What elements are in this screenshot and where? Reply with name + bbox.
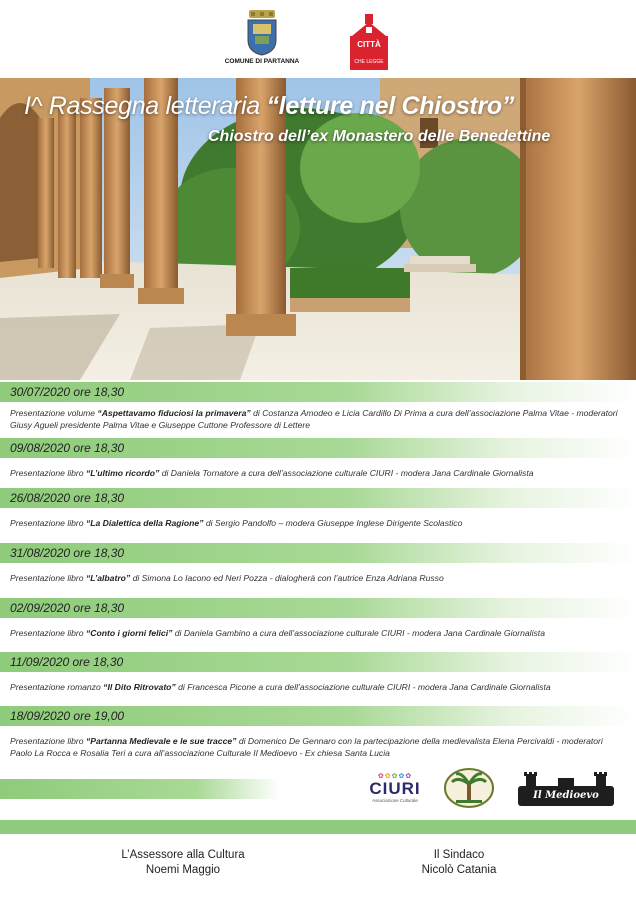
event-book-title: “Conto i giorni felici” <box>85 628 173 638</box>
poster-header <box>0 0 636 78</box>
event-date: 26/08/2020 ore 18,30 <box>0 488 636 508</box>
festival-title-bold: “letture nel Chiostro” <box>266 92 515 120</box>
coat-of-arms-icon <box>245 10 279 56</box>
palma-vitae-logo <box>444 768 494 813</box>
event-book-title: “L’albatro” <box>85 573 131 583</box>
festival-title <box>24 92 514 121</box>
event-description: Presentazione libro “L’ultimo ricordo” di Daniela Tornatore a cura dell’associazione culturale CIURI - modera Jana Cardinale Giornalista <box>10 468 534 478</box>
event-item <box>0 438 636 488</box>
footer-bar <box>0 820 636 834</box>
sindaco-signature <box>374 848 544 878</box>
flower-dots-icon: ✿✿✿✿✿ <box>377 773 413 780</box>
event-book-title: “Partanna Medievale e le sue tracce” <box>85 736 237 746</box>
event-date: 09/08/2020 ore 18,30 <box>0 438 636 458</box>
comune-logo <box>222 10 302 74</box>
event-item <box>0 488 636 543</box>
event-item <box>0 706 636 766</box>
sindaco-role: Il Sindaco <box>433 849 485 861</box>
event-book-title: “Il Dito Ritrovato” <box>103 682 176 692</box>
event-description: Presentazione romanzo “Il Dito Ritrovato” di Francesca Picone a cura dell’associazione culturale CIURI - modera Jana Cardinale Giornalista <box>10 682 551 692</box>
event-date: 02/09/2020 ore 18,30 <box>0 598 636 618</box>
event-description: Presentazione libro “Conto i giorni felici” di Daniela Gambino a cura dell’associazione culturale CIURI - modera Jana Cardinale Giornalista <box>10 628 545 638</box>
cloister-photo <box>0 78 636 380</box>
sindaco-name: Nicolò Catania <box>421 864 497 876</box>
ciuri-logo <box>360 772 430 806</box>
event-list <box>0 382 636 766</box>
medioevo-name: Il Medioevo <box>533 790 599 801</box>
event-description: Presentazione volume “Aspettavamo fiduciosi la primavera” di Costanza Amodeo e Licia Cardillo Di Prima a cura dell’associazione Palma Vitae - moderatori Giusy Agueli presidente Palma Vitae e Giuseppe Cuttone Professore di Lettere <box>10 408 618 430</box>
event-date: 30/07/2020 ore 18,30 <box>0 382 636 402</box>
assessore-name: Noemi Maggio <box>145 864 221 876</box>
assessore-signature <box>98 848 268 878</box>
event-book-title: “L’ultimo ricordo” <box>85 468 160 478</box>
event-item <box>0 382 636 438</box>
event-description: Presentazione libro “La Dialettica della Ragione” di Sergio Pandolfo – modera Giuseppe Inglese Dirigente Scolastico <box>10 518 463 528</box>
palm-tree-icon <box>444 768 494 808</box>
medioevo-logo <box>518 772 614 806</box>
event-date: 18/09/2020 ore 19,00 <box>0 706 636 726</box>
comune-label: COMUNE DI PARTANNA <box>224 58 300 65</box>
event-item <box>0 652 636 706</box>
assessore-role: L’Assessore alla Cultura <box>121 849 245 861</box>
festival-title-prefix: I^ Rassegna letteraria <box>24 92 267 120</box>
event-date: 31/08/2020 ore 18,30 <box>0 543 636 563</box>
citta-label: CITTÀ <box>357 40 381 49</box>
citta-sub-label: CHE LEGGE <box>354 59 384 65</box>
event-date: 11/09/2020 ore 18,30 <box>0 652 636 672</box>
festival-venue: Chiostro dell’ex Monastero delle Benedettine <box>208 128 551 145</box>
ciuri-name: CIURI <box>369 779 421 798</box>
ciuri-subtitle: Associazione Culturale <box>372 798 418 803</box>
event-item <box>0 543 636 598</box>
event-description: Presentazione libro “L’albatro” di Simona Lo Iacono ed Neri Pozza - dialogherà con l’autrice Enza Adriana Russo <box>10 573 444 583</box>
event-item <box>0 598 636 652</box>
cloister-illustration <box>0 78 636 380</box>
citta-che-legge-logo <box>348 14 390 72</box>
event-description: Presentazione libro “Partanna Medievale e le sue tracce” di Domenico De Gennaro con la partecipazione della medievalista Elena Percivaldi - moderatori Paolo La Rocca e Rosalia Teri a cura all’associazione Culturale Il Medioevo - Ex chiesa Santa Lucia <box>10 736 603 758</box>
decorative-strip <box>0 779 280 799</box>
event-book-title: “La Dialettica della Ragione” <box>85 518 204 528</box>
event-book-title: “Aspettavamo fiduciosi la primavera” <box>97 408 251 418</box>
